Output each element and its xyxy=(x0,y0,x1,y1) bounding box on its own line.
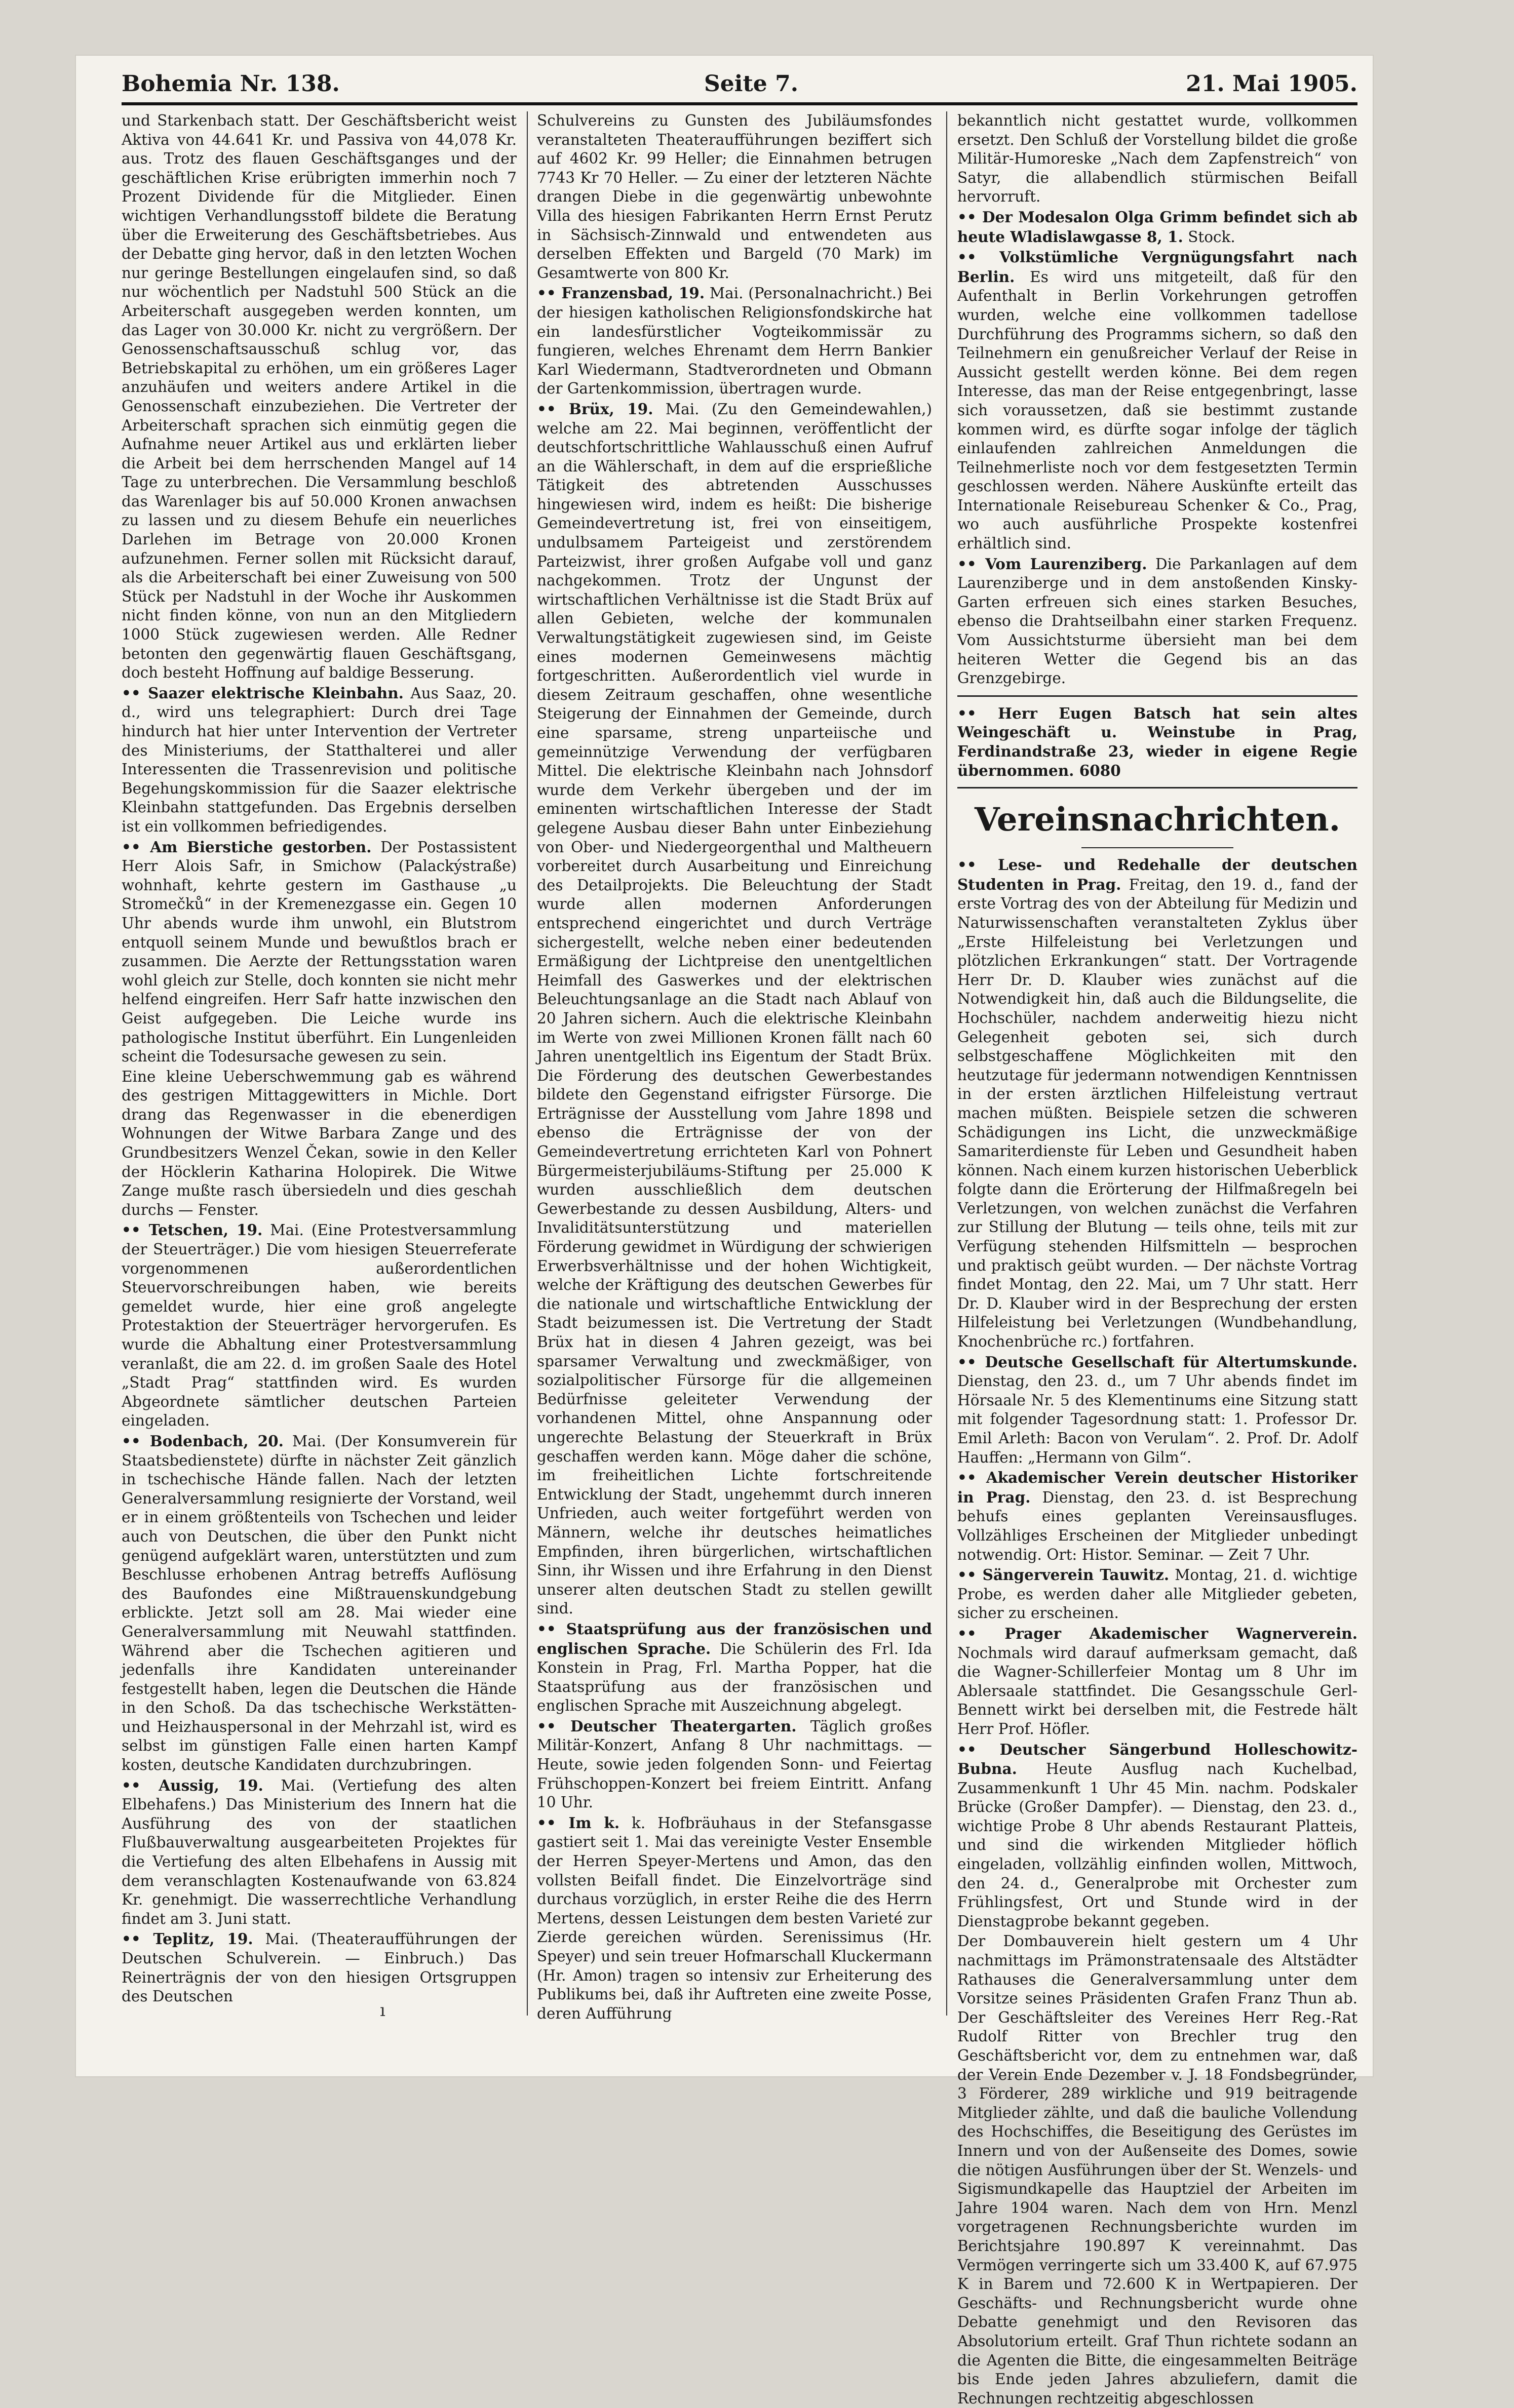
column-divider xyxy=(946,111,947,2016)
article-paragraph: •• Deutscher Sängerbund Holleschowitz-Bubna. Heute Ausflug nach Kuchelbad, Zusammenkunft 1 Uhr 45 Min. nachm. Podskaler Brücke (Großer Dampfer). — Dienstag, den 23. d., wichtige Probe 8 Uhr abends Restaurant Platteis, und sind die wirkenden Mitglieder höflich eingeladen, vollzählig einfinden wollen, Mittwoch, den 24. d., Generalprobe mit Orchester zum Frühlingsfest, Ort und Stunde wird in der Dienstagprobe bekannt gegeben. xyxy=(957,1740,1357,1930)
article-paragraph: •• Der Modesalon Olga Grimm befindet sich ab heute Wladislawgasse 8, 1. Stock. xyxy=(957,208,1357,246)
page-mark: ı xyxy=(380,2000,385,2021)
article-paragraph: und Starkenbach statt. Der Geschäftsbericht weist Aktiva von 44.641 Kr. und Passiva von 44,078 Kr. aus. Trotz des flauen Geschäftsganges und der geschäftlichen Krise erübrigten immerhin noch 7 Prozent Dividende für die Mitglieder. Einen wichtigen Verhandlungsstoff bildete die Beratung über die Erweiterung des Geschäftsbetriebes. Aus der Debatte ging hervor, daß in den letzten Wochen nur geringe Bestellungen eingelaufen sind, so daß nur wöchentlich per Nadstuhl 500 Stück an die Arbeiterschaft ausgegeben werden konnten, um das Lager von 30.000 Kr. nicht zu vergrößern. Der Genossenschaftsausschuß schlug vor, das Betriebskapital zu erhöhen, um ein größeres Lager anzuhäufen und weiters andere Artikel in die Genossenschaft einzubeziehen. Die Vertreter der Arbeiterschaft sprachen sich einmütig gegen die Aufnahme neuer Artikel aus und erklärten lieber die Arbeit bei dem herrschenden Mangel auf 14 Tage zu unterbrechen. Die Versammlung beschloß das Warenlager bis auf 50.000 Kronen anwachsen zu lassen und zu diesem Behufe ein neuerliches Darlehen im Betrage von 20.000 Kronen aufzunehmen. Ferner sollen mit Rücksicht darauf, als die Arbeiterschaft bei einer Zuweisung von 500 Stück per Nadstuhl in der Woche ihr Auskommen nicht finden könne, von nun an den Mitgliedern 1000 Stück zugewiesen werden. Alle Redner betonten den gegenwärtig flauen Geschäftsgang, doch besteht Hoffnung auf baldige Besserung. xyxy=(122,112,517,682)
article-paragraph: •• Volkstümliche Vergnügungsfahrt nach Berlin. Es wird uns mitgeteilt, daß für den Aufenthalt in Berlin Vorkehrungen getroffen wurden, welche eine vollkommen tadellose Durchführung des Programms sichern, so daß den Teilnehmern ein genußreicher Verlauf der Reise in Aussicht gestellt werden könne. Bei dem regen Interesse, das man der Reise entgegenbringt, lasse sich voraussetzen, daß sie bestimmt zustande kommen wird, es dürfte sogar infolge der täglich einlaufenden zahlreichen Anmeldungen die Teilnehmerliste noch vor dem festgesetzten Termin geschlossen werden. Nähere Auskünfte erteilt das Internationale Reisebureau Schenker & Co., Prag, wo auch ausführliche Prospekte kostenfrei erhältlich sind. xyxy=(957,248,1357,552)
article-paragraph: •• Bodenbach, 20. Mai. (Der Konsumverein für Staatsbedienstete) dürfte in nächster Zeit gänzlich in tschechische Hände fallen. Nach der letzten Generalversammlung resignierte der Vorstand, weil er in einem größtenteils von Tschechen und leider auch von Deutschen, die über den Punkt nicht genügend aufgeklärt waren, unterstützten und zum Beschlusse erhobenen Antrag betreffs Auflösung des Baufondes eine Mißtrauenskundgebung erblickte. Jetzt soll am 28. Mai wieder eine Generalversammlung mit Neuwahl stattfinden. Während aber die Tschechen agitieren und jedenfalls ihre Kandidaten untereinander festgestellt haben, legen die Deutschen die Hände in den Schoß. Da das tschechische Werkstätten- und Heizhauspersonal in der Mehrzahl ist, wird es selbst im günstigen Falle einen harten Kampf kosten, deutsche Kandidaten durchzubringen. xyxy=(122,1432,517,1774)
section-title: Vereinsnachrichten. xyxy=(975,801,1340,839)
article-paragraph: Eine kleine Ueberschwemmung gab es während des gestrigen Mittaggewitters in Michle. Dort drang das Regenwasser in die ebenerdigen Wohnungen der Witwe Barbara Zange und des Grundbesitzers Wenzel Čekan, sowie in den Keller der Höcklerin Katharina Holopirek. Die Witwe Zange mußte rasch übersiedeln und dies geschah durchs — Fenster. xyxy=(122,1068,517,1218)
article-paragraph: •• Vom Laurenziberg. Die Parkanlagen auf dem Laurenziberge und in dem anstoßenden Kinsky-Garten erfreuen sich eines starken Besuches, ebenso die Drahtseilbahn einer starken Frequenz. Vom Aussichtsturme übersieht man bei dem heiteren Wetter die Gegend bis an das Grenzgebirge. xyxy=(957,555,1357,687)
article-paragraph: •• Deutscher Theatergarten. Täglich großes Militär-Konzert, Anfang 8 Uhr nachmittags. — Heute, sowie jeden folgenden Sonn- und Feiertag Frühschoppen-Konzert bei freiem Eintritt. Anfang 10 Uhr. xyxy=(537,1717,932,1811)
article-paragraph: •• Franzensbad, 19. Mai. (Personalnachricht.) Bei der hiesigen katholischen Religionsfondskirche hat ein landesfürstlicher Vogteikommissär zu fungieren, welches Ehrenamt dem Herrn Bankier Karl Wiedermann, Stadtverordneten und Obmann der Gartenkommission, übertragen wurde. xyxy=(537,284,933,398)
article-paragraph: •• Brüx, 19. Mai. (Zu den Gemeindewahlen,) welche am 22. Mai beginnen, veröffentlicht der deutschfortschrittliche Wahlausschuß einen Aufruf an die Wählerschaft, in dem auf die ersprießliche Tätigkeit des abtretenden Ausschusses hingewiesen wird, indem es heißt: Die bisherige Gemeindevertretung ist, frei von einseitigem, undulbsamem Parteigeist und zerstörendem Parteizwist, ihrer großen Aufgabe voll und ganz nachgekommen. Trotz der Ungunst der wirtschaftlichen Verhältnisse ist die Stadt Brüx auf allen Gebieten, welche der kommunalen Verwaltungstätigkeit zugewiesen sind, im Geiste eines modernen Gemeinwesens mächtig fortgeschritten. Außerordentlich viel wurde in diesem Zeitraum geschaffen, ohne wesentliche Steigerung der Einnahmen der Gemeinde, durch eine sparsame, streng unparteiische und gemeinnützige Verwendung der verfügbaren Mittel. Die elektrische Kleinbahn nach Johnsdorf wurde dem Verkehr übergeben und der im eminenten wirtschaftlichen Interesse der Stadt gelegene Ausbau dieser Bahn unter Einbeziehung von Ober- und Niedergeorgenthal und Maltheuern vorbereitet durch Ausarbeitung und Einreichung des Detailprojekts. Die Beleuchtung der Stadt wurde allen modernen Anforderungen entsprechend eingerichtet und durch Verträge sichergestellt, welche neben einer bedeutenden Ermäßigung der Lichtpreise den unentgeltlichen Heimfall des Gaswerkes und der elektrischen Beleuchtungsanlage an die Stadt nach Ablauf von 20 Jahren sichern. Auch die elektrische Kleinbahn im Werte von zwei Millionen Kronen fällt nach 60 Jahren unentgeltlich ins Eigentum der Stadt Brüx. Die Förderung des deutschen Gewerbestandes bildete den Gegenstand eifrigster Fürsorge. Die Erträgnisse der Ausstellung vom Jahre 1898 und ebenso die Erträgnisse der von der Gemeindevertretung errichteten Karl von Pohnert Bürgermeisterjubiläums-Stiftung per 25.000 K wurden ausschließlich dem deutschen Gewerbestande zu dessen Ausbildung, Alters- und Invaliditätsunterstützung und materiellen Förderung gewidmet in Würdigung der schwierigen Erwerbsverhältnisse und der hohen Wichtigkeit, welche der Kräftigung des deutschen Gewerbes für die nationale und wirtschaftliche Entwicklung der Stadt beizumessen ist. Die Vertretung der Stadt Brüx hat in diesen 4 Jahren gezeigt, was bei sparsamer Verwaltung und zweckmäßiger, von sozialpolitischer Fürsorge für die allgemeinen Bedürfnisse geleiteter Verwendung der vorhandenen Mittel, ohne Anspannung oder ungerechte Belastung der Steuerkraft in Brüx geschaffen werden kann. Möge daher die schöne, im freiheitlichen Lichte fortschreitende Entwicklung der Stadt, ungehemmt durch inneren Unfrieden, auch weiter fortgeführt werden von Männern, welche ihr deutsches heimatliches Empfinden, ihren bürgerlichen, wirtschaftlichen Sinn, ihr Wissen und ihre Erfahrung in den Dienst unserer alten deutschen Stadt zu stellen gewillt sind. xyxy=(537,400,932,1617)
article-paragraph: •• Staatsprüfung aus der französischen und englischen Sprache. Die Schülerin des Frl. Ida Konstein in Prag, Frl. Martha Popper, hat die Staatsprüfung aus der französischen und englischen Sprache mit Auszeichnung abgelegt. xyxy=(537,1620,932,1715)
article-paragraph: •• Prager Akademischer Wagnerverein. Nochmals wird darauf aufmerksam gemacht, daß die Wagner-Schillerfeier Montag um 8 Uhr im Ablersaale stattfindet. Die Gesangsschule Gerl-Bennett wirkt bei derselben mit, die Festrede hält Herr Prof. Höfler. xyxy=(957,1624,1357,1738)
page-header xyxy=(122,66,1357,106)
article-paragraph: •• Tetschen, 19. Mai. (Eine Protestversammlung der Steuerträger.) Die vom hiesigen Steuerreferate vorgenommenen außerordentlichen Steuervorschreibungen haben, wie bereits gemeldet wurde, hier eine groß angelegte Protestaktion der Steuerträger hervorgerufen. Es wurde die Abhaltung einer Protestversammlung veranlaßt, die am 22. d. im großen Saale des Hotel „Stadt Prag“ stattfinden wird. Es wurden Abgeordnete sämtlicher deutschen Parteien eingeladen. xyxy=(122,1221,517,1430)
section-rule xyxy=(957,787,1357,788)
column-3 xyxy=(957,111,1358,2407)
article-paragraph: •• Im k. k. Hofbräuhaus in der Stefansgasse gastiert seit 1. Mai das vereinigte Vester Ensemble der Herren Speyer-Mertens und Amon, das den vollsten Beifall findet. Die Einzelvorträge sind durchaus vorzüglich, in erster Reihe die des Herrn Mertens, dessen Leistungen dem besten Varieté zur Zierde gereichen würden. Serenissimus (Hr. Speyer) und sein treuer Hofmarschall Kluckermann (Hr. Amon) tragen so intensiv zur Erheiterung des Publikums bei, daß ihr Auftreten eine zweite Posse, deren Aufführung xyxy=(537,1813,933,2022)
header-page-number: Seite 7. xyxy=(704,71,799,97)
advertisement: •• Herr Eugen Batsch hat sein altes Weingeschäft u. Weinstube in Prag, Ferdinandstraße 23, wieder in eigene Regie übernommen. 6080 xyxy=(957,704,1358,779)
columns xyxy=(122,111,1358,2407)
column-1 xyxy=(122,111,517,2016)
article-paragraph: •• Deutsche Gesellschaft für Altertumskunde. Dienstag, den 23. d., um 7 Uhr abends findet im Hörsaale Nr. 5 des Klementinums eine Sitzung statt mit folgender Tagesordnung statt: 1. Professor Dr. Emil Arleth: Bacon von Verulam“. 2. Prof. Dr. Adolf Hauffen: „Hermann von Gilm“. xyxy=(957,1353,1357,1466)
column-2 xyxy=(537,111,933,2022)
article-paragraph: Schulvereins zu Gunsten des Jubiläumsfondes veranstalteten Theateraufführungen beziffert sich auf 4602 Kr. 99 Heller; die Einnahmen betrugen 7743 Kr 70 Heller. — Zu einer der letzteren Nächte drangen Diebe in die gegenwärtig unbewohnte Villa des hiesigen Fabrikanten Herrn Ernst Perutz in Sächsisch-Zinnwald und entwendeten aus derselben Effekten und Bargeld (70 Mark) im Gesamtwerte von 800 Kr. xyxy=(537,112,932,282)
article-paragraph: •• Akademischer Verein deutscher Historiker in Prag. Dienstag, den 23. d. ist Besprechung behufs eines geplanten Vereinsausfluges. Vollzähliges Erscheinen der Mitglieder unbedingt notwendig. Ort: Histor. Seminar. — Zeit 7 Uhr. xyxy=(957,1469,1357,1563)
header-date: 21. Mai 1905. xyxy=(1186,71,1357,97)
article-paragraph: •• Aussig, 19. Mai. (Vertiefung des alten Elbehafens.) Das Ministerium des Innern hat die Ausführung des von der staatlichen Flußbauverwaltung ausgearbeiteten Projektes für die Vertiefung des alten Elbehafens in Aussig mit dem veranschlagten Kostenaufwande von 63.824 Kr. genehmigt. Die wasserrechtliche Verhandlung findet am 3. Juni statt. xyxy=(122,1776,517,1927)
article-paragraph: •• Sängerverein Tauwitz. Montag, 21. d. wichtige Probe, es werden daher alle Mitglieder gebeten, sicher zu erscheinen. xyxy=(957,1566,1357,1622)
column-divider xyxy=(527,111,528,2016)
ad-rule xyxy=(957,695,1357,697)
header-masthead: Bohemia Nr. 138. xyxy=(122,71,340,97)
header-rule xyxy=(122,102,1357,105)
article-paragraph: •• Saazer elektrische Kleinbahn. Aus Saaz, 20. d., wird uns telegraphiert: Durch drei Tage hindurch hat hier unter Intervention der Vertreter des Ministeriums, der Statthalterei und aller Interessenten die Trassenrevision und politische Begehungskommission für die Saazer elektrische Kleinbahn stattgefunden. Das Ergebnis derselben ist ein vollkommen befriedigendes. xyxy=(122,684,517,835)
article-paragraph: •• Teplitz, 19. Mai. (Theateraufführungen der Deutschen Schulverein. — Einbruch.) Das Reinerträgnis der von den hiesigen Ortsgruppen des Deutschen xyxy=(122,1930,517,2005)
newspaper-page xyxy=(76,56,1373,2407)
article-paragraph: •• Lese- und Redehalle der deutschen Studenten in Prag. Freitag, den 19. d., fand der erste Vortrag des von der Abteilung für Medizin und Naturwissenschaften veranstalteten Zyklus über „Erste Hilfeleistung bei Verletzungen und plötzlichen Erkrankungen“ statt. Der Vortragende Herr Dr. D. Klauber wies zunächst auf die Notwendigkeit hin, daß auch die Bildungselite, die Hochschüler, nachdem anderweitig hiezu nicht Gelegenheit geboten sei, sich durch selbstgeschaffene Möglichkeiten mit den heutzutage für jedermann notwendigen Kenntnissen in der ersten ärztlichen Hilfeleistung vertraut machen müßten. Beispiele setzen die schweren Schädigungen ins Licht, die unzweckmäßige Samariterdienste für Leben und Gesundheit haben können. Nach einem kurzen historischen Ueberblick folgte dann die Erörterung der Hilfmaßregeln bei Verletzungen, von welchen zunächst die Verfahren zur Stillung der Blutung — teils ohne, teils mit zur Verfügung stehenden Hilfsmitteln — besprochen und praktisch geübt wurden. — Der nächste Vortrag findet Montag, den 22. Mai, um 7 Uhr statt. Herr Dr. D. Klauber wird in der Besprechung der ersten Hilfeleistung bei Verletzungen (Wundbehandlung, Knochenbrüche rc.) fortfahren. xyxy=(957,856,1357,1351)
article-paragraph: bekanntlich nicht gestattet wurde, vollkommen ersetzt. Den Schluß der Vorstellung bildet die große Militär-Humoreske „Nach dem Zapfenstreich“ von Satyr, die allabendlich stürmischen Beifall hervorruft. xyxy=(957,112,1357,206)
section-rule xyxy=(1081,847,1233,848)
article-paragraph: Der Dombauverein hielt gestern um 4 Uhr nachmittags im Prämonstratensaale des Altstädter Rathauses die Generalversammlung unter dem Vorsitze seines Präsidenten Grafen Franz Thun ab. Der Geschäftsleiter des Vereines Herr Reg.-Rat Rudolf Ritter von Brechler trug den Geschäftsbericht vor, dem zu entnehmen war, daß der Verein Ende Dezember v. J. 18 Fondsbegründer, 3 Förderer, 289 wirkliche und 919 beitragende Mitglieder zählte, und daß die bauliche Vollendung des Hochschiffes, die Beseitigung des Gerüstes im Innern und von der Außenseite des Domes, sowie die nötigen Ausführungen über der St. Wenzels- und Sigismundkapelle das Hauptziel der Arbeiten im Jahre 1904 waren. Nach dem von Hrn. Menzl vorgetragenen Rechnungsberichte wurden im Berichtsjahre 190.897 K vereinnahmt. Das Vermögen verringerte sich um 33.400 K, auf 67.975 K in Barem und 72.600 K in Wertpapieren. Der Geschäfts- und Rechnungsbericht wurde ohne Debatte genehmigt und den Revisoren das Absolutorium erteilt. Graf Thun richtete sodann an die Agenten die Bitte, die eingesammelten Beiträge bis Ende jeden Jahres abzuliefern, damit die Rechnungen rechtzeitig abgeschlossen xyxy=(957,1932,1357,2407)
article-paragraph: •• Am Bierstiche gestorben. Der Postassistent Herr Alois Safr, in Smichow (Palackýstraße) wohnhaft, kehrte gestern im Gasthause „u Stromečků“ in der Kremenezgasse ein. Gegen 10 Uhr abends wurde ihm unwohl, ein Blutstrom entquoll seinem Munde und bewußtlos brach er zusammen. Die Aerzte der Rettungsstation waren wohl gleich zur Stelle, doch konnten sie nicht mehr helfend eingreifen. Herr Safr hatte inzwischen den Geist aufgegeben. Die Leiche wurde ins pathologische Institut überführt. Ein Lungenleiden scheint die Todesursache gewesen zu sein. xyxy=(122,838,517,1065)
